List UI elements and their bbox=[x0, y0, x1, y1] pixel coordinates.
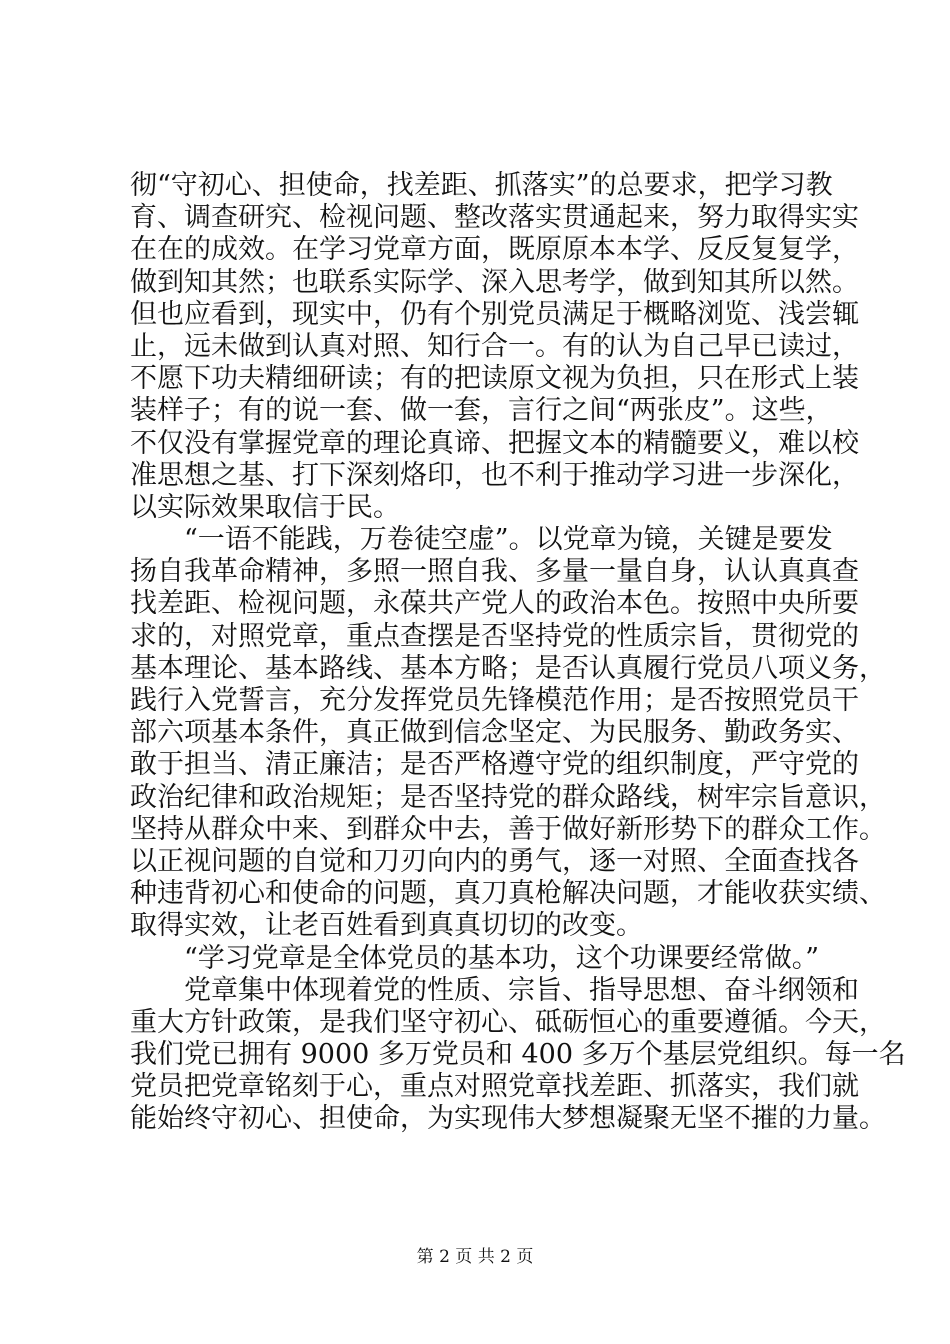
text-line: 以正视问题的自觉和刀刃向内的勇气，逐一对照、全面查找各 bbox=[130, 845, 859, 877]
text-line: 但也应看到，现实中，仍有个别党员满足于概略浏览、浅尝辄 bbox=[130, 298, 859, 330]
quote-line: “学习党章是全体党员的基本功，这个功课要经常做。” bbox=[184, 942, 820, 974]
body-text bbox=[130, 170, 906, 1136]
text-line: 重大方针政策，是我们坚守初心、砥砺恒心的重要遵循。今天， bbox=[130, 1006, 886, 1038]
page-number-footer: 第 2 页 共 2 页 bbox=[416, 1247, 534, 1267]
text-line: 以实际效果取信于民。 bbox=[130, 491, 400, 523]
text-line: 彻“守初心、担使命，找差距、抓落实”的总要求，把学习教 bbox=[130, 170, 833, 201]
text-line: 不仅没有掌握党章的理论真谛、把握文本的精髓要义，难以校 bbox=[130, 427, 859, 459]
text-line: 政治纪律和政治规矩；是否坚持党的群众路线，树牢宗旨意识， bbox=[130, 781, 886, 813]
text-line: 不愿下功夫精细研读；有的把读原文视为负担，只在形式上装 bbox=[130, 363, 859, 395]
text-line: 止，远未做到认真对照、知行合一。有的认为自己早已读过， bbox=[130, 330, 859, 362]
text-line: 能始终守初心、担使命，为实现伟大梦想凝聚无坚不摧的力量。 bbox=[130, 1103, 886, 1135]
text-line: 我们党已拥有 9000 多万党员和 400 多万个基层党组织。每一名 bbox=[130, 1039, 906, 1071]
text-line: 做到知其然；也联系实际学、深入思考学，做到知其所以然。 bbox=[130, 266, 859, 298]
text-line: 践行入党誓言，充分发挥党员先锋模范作用；是否按照党员干 bbox=[130, 685, 859, 716]
text-line: 求的，对照党章，重点查摆是否坚持党的性质宗旨，贯彻党的 bbox=[130, 620, 859, 652]
text-line: 种违背初心和使命的问题，真刀真枪解决问题，才能收获实绩、 bbox=[130, 878, 886, 910]
paragraph-start-line: “一语不能践，万卷徒空虚”。以党章为镜，关键是要发 bbox=[184, 524, 833, 556]
text-line: 找差距、检视问题，永葆共产党人的政治本色。按照中央所要 bbox=[130, 588, 859, 620]
text-line: 部六项基本条件，真正做到信念坚定、为民服务、勤政务实、 bbox=[130, 717, 859, 749]
text-line: 装样子；有的说一套、做一套，言行之间“两张皮”。这些， bbox=[130, 395, 833, 427]
text-line: 坚持从群众中来、到群众中去，善于做好新形势下的群众工作。 bbox=[130, 813, 886, 845]
text-line: 准思想之基、打下深刻烙印，也不利于推动学习进一步深化， bbox=[130, 459, 859, 491]
text-line: 扬自我革命精神，多照一照自我、多量一量自身，认认真真查 bbox=[130, 556, 859, 588]
text-line: 基本理论、基本路线、基本方略；是否认真履行党员八项义务， bbox=[130, 652, 886, 684]
text-line: 敢于担当、清正廉洁；是否严格遵守党的组织制度，严守党的 bbox=[130, 749, 859, 781]
text-line: 育、调查研究、检视问题、整改落实贯通起来，努力取得实实 bbox=[130, 202, 859, 234]
text-line: 党员把党章铭刻于心，重点对照党章找差距、抓落实，我们就 bbox=[130, 1071, 859, 1103]
text-line: 取得实效，让老百姓看到真真切切的改变。 bbox=[130, 910, 643, 942]
text-line: 在在的成效。在学习党章方面，既原原本本学、反反复复学， bbox=[130, 234, 859, 266]
paragraph-start-line: 党章集中体现着党的性质、宗旨、指导思想、奋斗纲领和 bbox=[184, 974, 859, 1006]
